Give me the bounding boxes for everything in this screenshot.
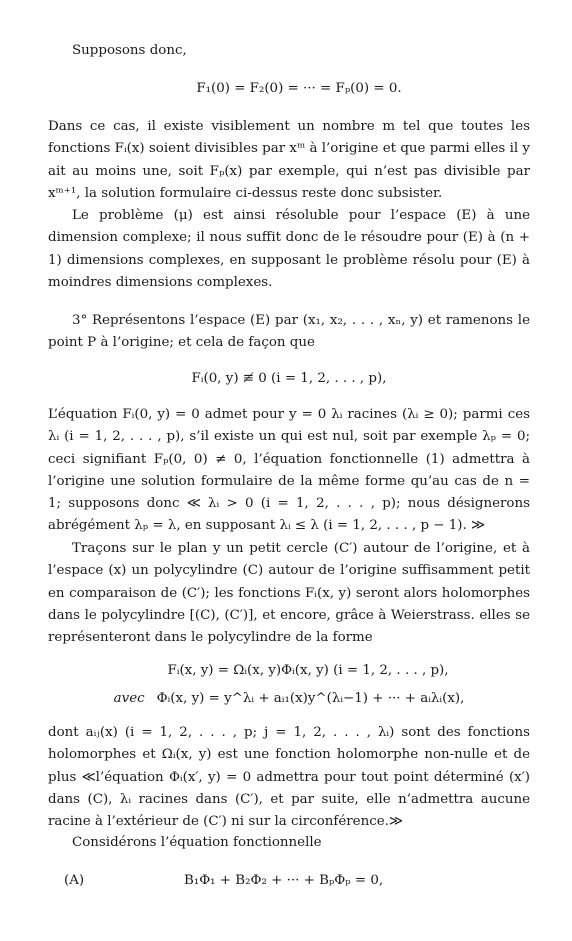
equation-phi: Φᵢ(x, y) = y^λᵢ + aᵢ₁(x)y^(λᵢ−1) + ··· + aᵢλᵢ(x), (156, 691, 465, 706)
paragraph-probleme-mu: Le problème (μ) est ainsi résoluble pour l’espace (E) à une dimension complexe; il nous suffit donc de le résoudre pour (E) à (n + 1) dimensions complexes, en supposant le problème résolu pour (E) à moindres dimensions complexes. (48, 208, 530, 290)
paragraph-equation-fi: L’équation Fᵢ(0, y) = 0 admet pour y = 0 λᵢ racines (λᵢ ≥ 0); parmi ces λᵢ (i = 1, 2, . . . , p), s’il existe un qui est nul, soit par exemple λₚ = 0; ceci signifiant Fₚ(0, 0) ≠ 0, l’équation fonctionnelle (1) admettra à l’origine une solution formulaire de la même forme qu’au cas de n = 1; supposons donc ≪ λᵢ > 0 (i = 1, 2, . . . , p); nous désignerons abrégément λₚ = λ, en supposant λᵢ ≤ λ (i = 1, 2, . . . , p − 1). ≫ (48, 407, 530, 534)
paragraph-supposons: Supposons donc, (72, 43, 187, 58)
paragraph-traçons: Traçons sur le plan y un petit cercle (C′) autour de l’origine, et à l’espace (x) un polycylindre (C) autour de l’origine suffisamment petit en comparaison de (C′); les fonctions Fᵢ(x, y) seront alors holomorphes dans le polycylindre [(C), (C′)], et encore, grâce à Weierstrass. elles se représenteront dans le polycylindre de la forme (48, 541, 530, 646)
equation-b-phi-sum: B₁Φ₁ + B₂Φ₂ + ··· + BₚΦₚ = 0, (184, 873, 384, 888)
paragraph-dont: dont aᵢⱼ(x) (i = 1, 2, . . . , p; j = 1, 2, . . . , λᵢ) sont des fonctions holomorphes et Ωᵢ(x, y) est une fonction holomorphe non-nulle et de plus ≪l’équation Φᵢ(x′, y) = 0 admettra pour tout point déterminé (x′) dans (C), λᵢ racines dans (C′), et par suite, elle n’admettra aucune racine à l’extérieur de (C′) ni sur la circonférence.≫ (48, 725, 530, 830)
equation-fi-not-zero: Fᵢ(0, y) ≢ 0 (i = 1, 2, . . . , p), (191, 371, 387, 386)
equation-factorisation: Fᵢ(x, y) = Ωᵢ(x, y)Φᵢ(x, y) (i = 1, 2, . . . , p), (167, 663, 449, 678)
paragraph-dans-ce-cas: Dans ce cas, il existe visiblement un nombre m tel que toutes les fonctions Fᵢ(x) soient divisibles par xᵐ à l’origine et que parmi elles il y ait au moins une, soit Fₚ(x) par exemple, qui n’est pas divisible par xᵐ⁺¹, la solution formulaire ci-dessus reste donc subsister. (48, 119, 530, 201)
paragraph-considerons: Considérons l’équation fonctionnelle (72, 835, 322, 850)
equation-avec-line (48, 688, 530, 710)
equation-f-zero: F₁(0) = F₂(0) = ··· = Fₚ(0) = 0. (196, 81, 402, 96)
paragraph-section-3: 3° Représentons l’espace (E) par (x₁, x₂, . . . , xₙ, y) et ramenons le point P à l’origine; et cela de façon que (48, 313, 530, 351)
equation-tag-a: (A) (64, 873, 85, 888)
avec-label: avec (113, 691, 145, 706)
